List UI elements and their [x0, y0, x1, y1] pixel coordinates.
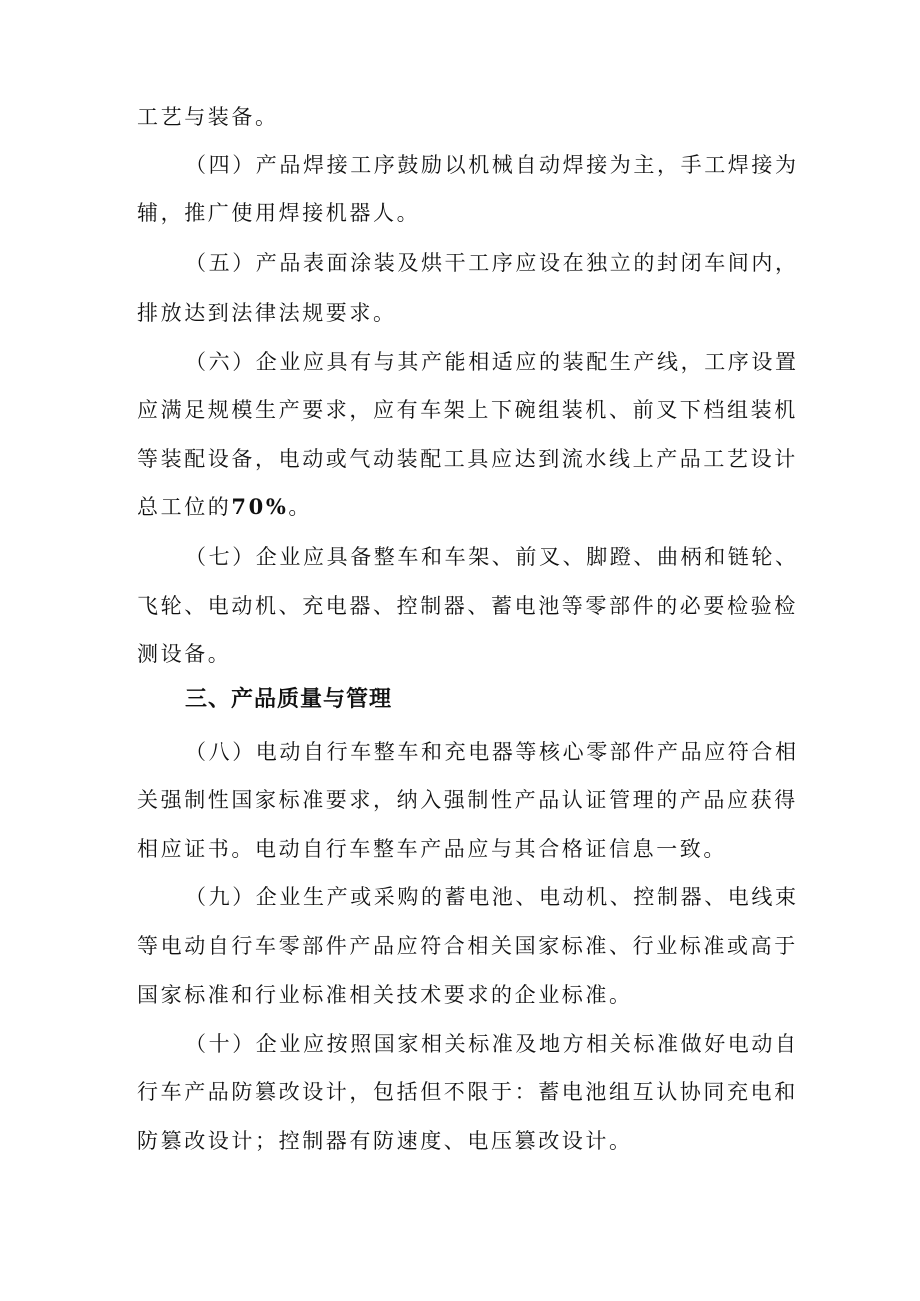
percentage-value: 70% — [231, 494, 289, 519]
paragraph-5-line-2: 排放达到法律法规要求。 — [137, 301, 397, 325]
paragraph-6-line-3: 等装配设备，电动或气动装配工具应达到流水线上产品工艺设计 — [137, 447, 798, 471]
paragraph-6-line-4-tail: 。 — [288, 495, 312, 519]
paragraph-4-line-1: （四）产品焊接工序鼓励以机械自动焊接为主，手工焊接为 — [185, 153, 799, 177]
paragraph-6-line-1: （六）企业应具有与其产能相适应的装配生产线，工序设置 — [185, 350, 799, 374]
paragraph-9-line-1: （九）企业生产或采购的蓄电池、电动机、控制器、电线束 — [185, 885, 799, 909]
paragraph-8-line-1: （八）电动自行车整车和充电器等核心零部件产品应符合相 — [185, 740, 799, 764]
paragraph-4-line-2: 辅，推广使用焊接机器人。 — [137, 201, 421, 225]
paragraph-10-line-3: 防篡改设计；控制器有防速度、电压篡改设计。 — [137, 1129, 633, 1153]
section-heading: 三、产品质量与管理 — [185, 687, 393, 712]
paragraph-8-line-2: 关强制性国家标准要求，纳入强制性产品认证管理的产品应获得 — [137, 788, 798, 812]
paragraph-6-line-2: 应满足规模生产要求，应有车架上下碗组装机、前叉下档组装机 — [137, 398, 798, 422]
paragraph-7-line-3: 测设备。 — [137, 642, 232, 666]
paragraph-7-line-1: （七）企业应具备整车和车架、前叉、脚蹬、曲柄和链轮、 — [185, 545, 799, 569]
paragraph-9-line-2: 等电动自行车零部件产品应符合相关国家标准、行业标准或高于 — [137, 934, 798, 958]
paragraph-10-line-1: （十）企业应按照国家相关标准及地方相关标准做好电动自 — [185, 1032, 799, 1056]
paragraph-10-line-2: 行车产品防篡改设计，包括但不限于：蓄电池组互认协同充电和 — [137, 1080, 798, 1104]
paragraph-6-line-4 — [137, 487, 797, 527]
paragraph-5-line-1: （五）产品表面涂装及烘干工序应设在独立的封闭车间内， — [185, 251, 799, 275]
paragraph-line: 工艺与装备。 — [137, 105, 279, 129]
paragraph-7-line-2: 飞轮、电动机、充电器、控制器、蓄电池等零部件的必要检验检 — [137, 594, 798, 618]
paragraph-9-line-3: 国家标准和行业标准相关技术要求的企业标准。 — [137, 983, 633, 1007]
paragraph-6-line-4-text: 总工位的 — [137, 495, 232, 519]
paragraph-8-line-3: 相应证书。电动自行车整车产品应与其合格证信息一致。 — [137, 837, 727, 861]
